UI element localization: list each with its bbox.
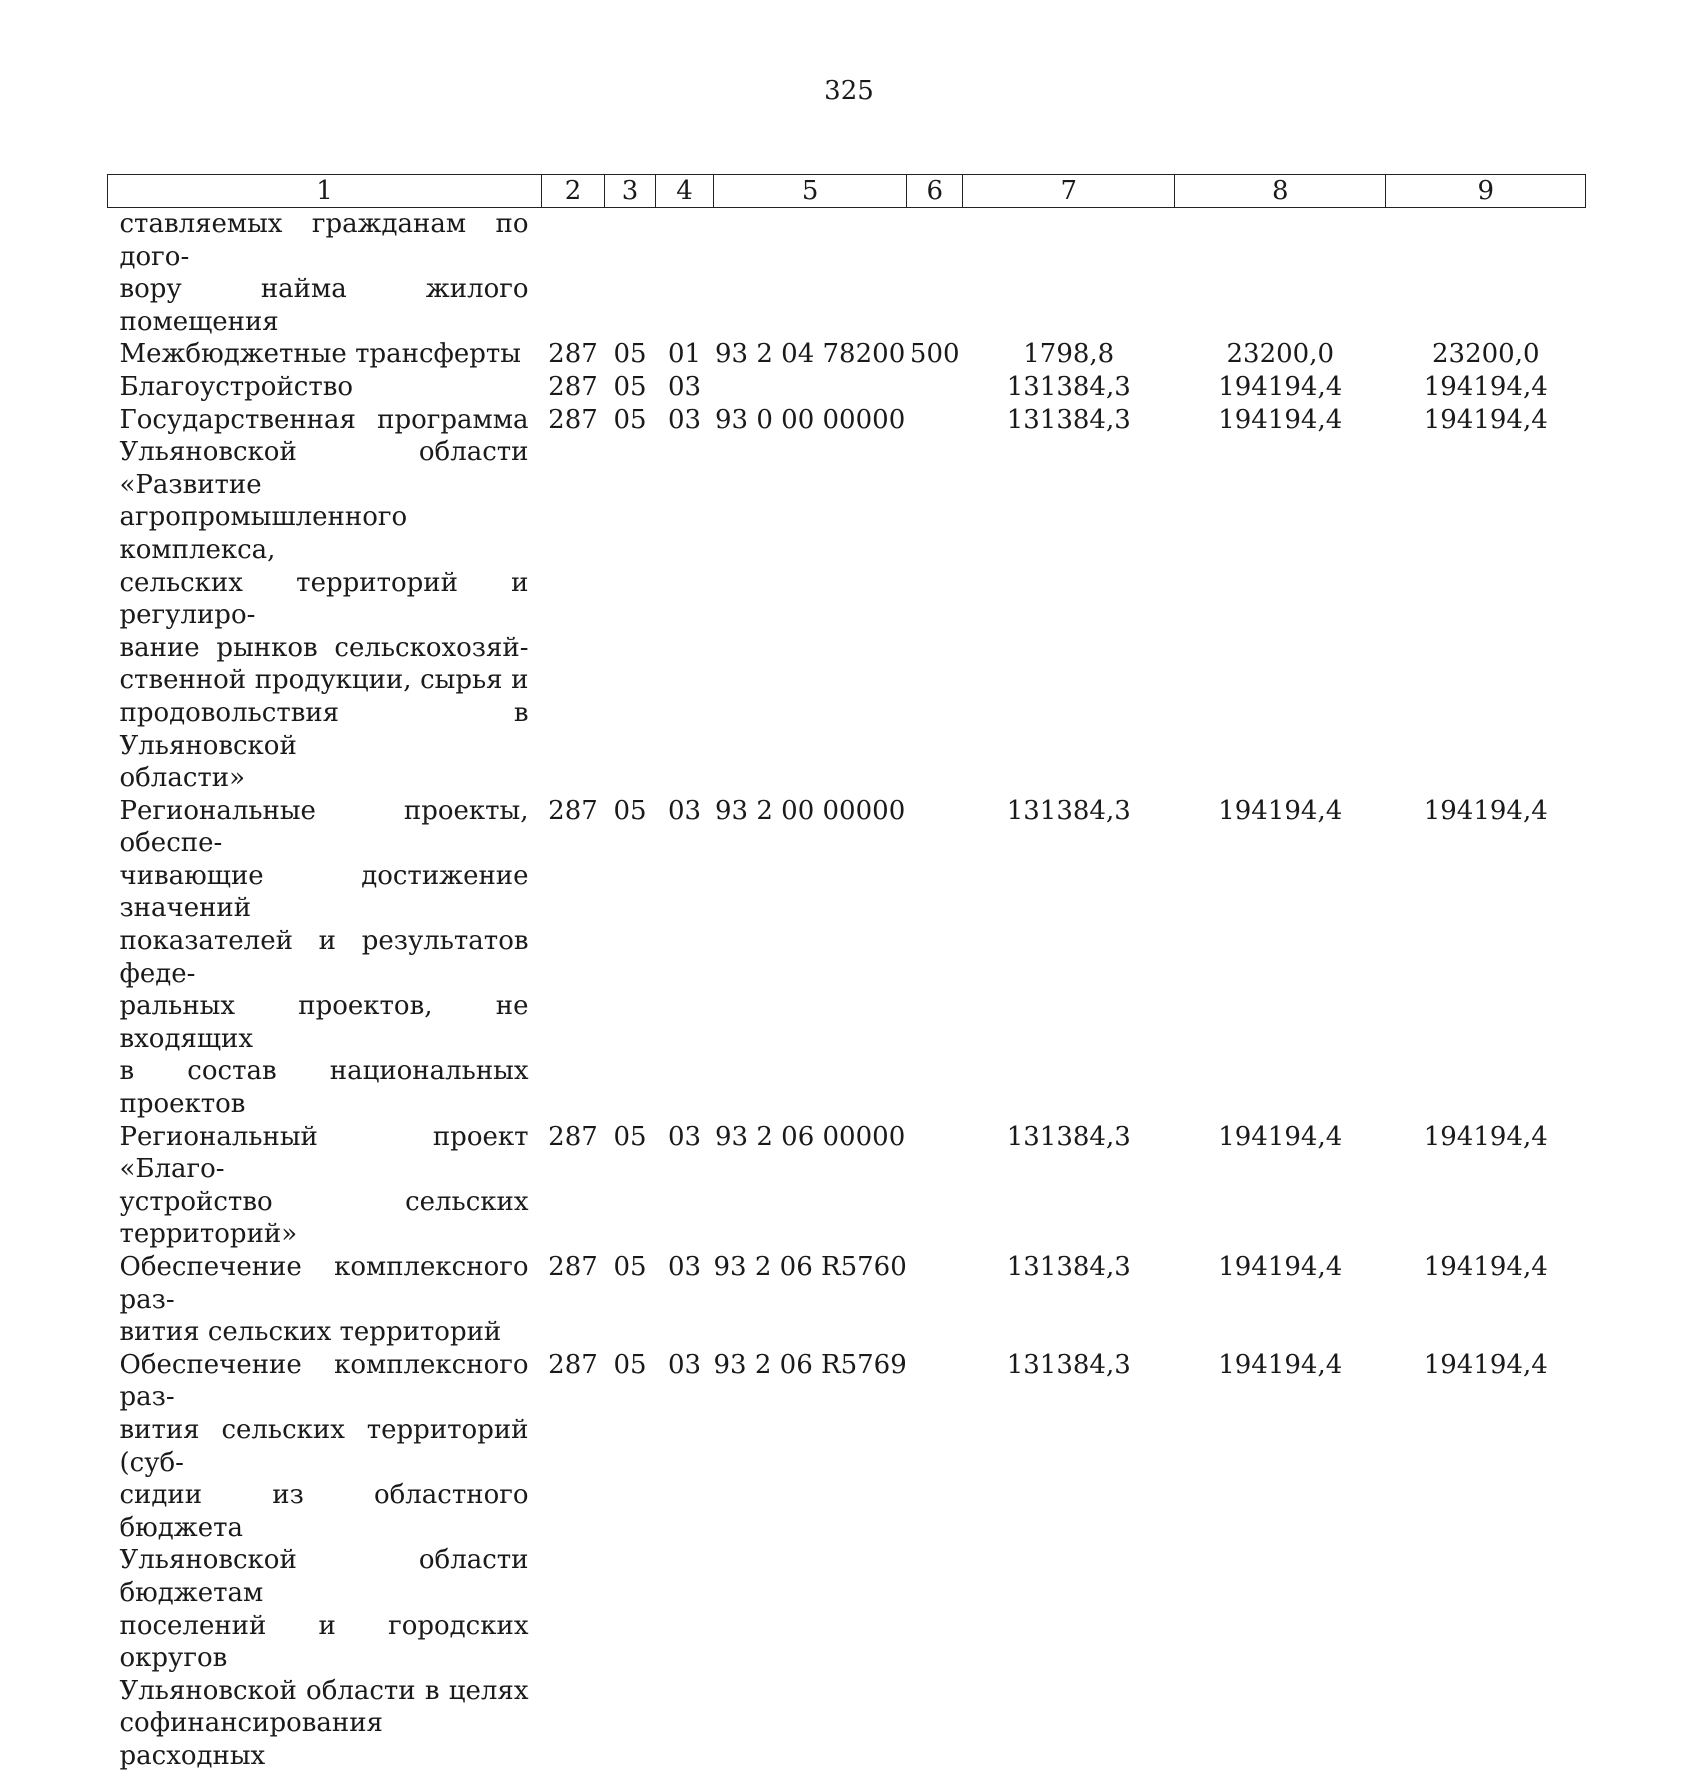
cell-pr: 01 bbox=[667, 339, 702, 370]
cell-item-name bbox=[108, 795, 542, 1121]
item-name-line: вание рынков сельскохозяй- bbox=[119, 632, 529, 663]
cell-csr: 93 0 00 00000 bbox=[715, 404, 906, 435]
table-header bbox=[108, 175, 1586, 208]
cell-rz: 05 bbox=[613, 339, 647, 370]
page-number: 325 bbox=[824, 76, 874, 106]
cell-pr bbox=[656, 208, 714, 339]
cell-pr: 03 bbox=[667, 1252, 702, 1282]
cell-rz: 05 bbox=[613, 1252, 647, 1282]
cell-vr bbox=[907, 371, 963, 404]
cell-rz: 05 bbox=[613, 404, 647, 435]
cell-rz bbox=[605, 208, 656, 339]
item-name-line: Региональные проекты, обеспе- bbox=[119, 795, 529, 859]
item-name-line: продовольствия в Ульяновской bbox=[119, 697, 529, 761]
cell-value-col9: 194194,4 bbox=[1423, 371, 1548, 402]
cell-value-col7: 131384,3 bbox=[1006, 371, 1131, 402]
item-name-line: Обеспечение комплексного раз- bbox=[119, 1252, 529, 1315]
table-row bbox=[108, 1121, 1586, 1251]
cell-value-col8: 23200,0 bbox=[1226, 339, 1335, 370]
cell-value-col7: 131384,3 bbox=[1006, 1121, 1131, 1152]
item-name-line: агропромышленного комплекса, bbox=[119, 502, 408, 565]
cell-csr: 93 2 06 00000 bbox=[715, 1121, 906, 1152]
cell-pr: 03 bbox=[667, 404, 702, 435]
table-body bbox=[108, 208, 1586, 1773]
cell-item-name bbox=[108, 404, 542, 795]
cell-vr bbox=[907, 404, 963, 795]
table-row bbox=[108, 795, 1586, 1121]
cell-csr: 93 2 04 78200 bbox=[715, 339, 906, 370]
cell-value-col7: 131384,3 bbox=[1006, 1252, 1131, 1282]
header-col-6: 6 bbox=[907, 175, 963, 208]
cell-gr: 287 bbox=[548, 1252, 598, 1282]
cell-rz: 05 bbox=[613, 1121, 647, 1152]
item-name-line: поселений и городских округов bbox=[119, 1610, 529, 1674]
item-name-line: Обеспечение комплексного раз- bbox=[119, 1349, 529, 1413]
table-row bbox=[108, 404, 1586, 795]
cell-gr bbox=[542, 208, 605, 339]
cell-item-name bbox=[108, 1251, 542, 1349]
cell-pr: 03 bbox=[667, 1121, 702, 1152]
cell-value-col9: 23200,0 bbox=[1431, 339, 1540, 370]
cell-csr bbox=[714, 371, 907, 404]
cell-vr bbox=[907, 795, 963, 1121]
item-name-line: сидии из областного бюджета bbox=[119, 1480, 529, 1543]
cell-gr: 287 bbox=[548, 371, 598, 402]
item-name-line: сельских территорий и регулиро- bbox=[119, 567, 529, 631]
item-name-line: Ульяновской области в целях bbox=[119, 1675, 529, 1706]
cell-item-name bbox=[108, 1349, 542, 1773]
header-col-3: 3 bbox=[605, 175, 656, 208]
cell-rz: 05 bbox=[613, 371, 647, 402]
cell-gr: 287 bbox=[548, 795, 598, 826]
table-row bbox=[108, 1251, 1586, 1349]
item-name-line: ственной продукции, сырья и bbox=[119, 665, 529, 696]
cell-value-col7: 1798,8 bbox=[1023, 339, 1115, 370]
cell-value-col8: 194194,4 bbox=[1218, 1252, 1343, 1282]
item-name-line: области» bbox=[119, 763, 246, 794]
header-col-7: 7 bbox=[963, 175, 1175, 208]
cell-csr: 93 2 06 R5769 bbox=[713, 1349, 907, 1380]
cell-csr: 93 2 06 R5760 bbox=[713, 1252, 907, 1282]
cell-vr bbox=[907, 1121, 963, 1251]
item-name-line: Благоустройство bbox=[119, 371, 354, 402]
item-name-line: Ульяновской области «Развитие bbox=[119, 437, 529, 500]
item-name-line: Ульяновской области бюджетам bbox=[119, 1545, 529, 1608]
cell-csr bbox=[714, 208, 907, 339]
cell-vr: 500 bbox=[909, 339, 960, 370]
item-name-line: софинансирования расходных bbox=[119, 1708, 383, 1771]
item-name-line: показателей и результатов феде- bbox=[119, 926, 529, 989]
cell-item-name bbox=[108, 208, 542, 339]
cell-pr: 03 bbox=[667, 795, 702, 826]
header-col-2: 2 bbox=[542, 175, 605, 208]
cell-gr: 287 bbox=[548, 404, 598, 435]
table-row bbox=[108, 208, 1586, 339]
cell-value-col7: 131384,3 bbox=[1006, 1349, 1131, 1380]
cell-gr: 287 bbox=[548, 1349, 598, 1380]
cell-item-name bbox=[108, 338, 542, 371]
budget-table bbox=[107, 174, 1586, 1773]
cell-gr: 287 bbox=[548, 339, 598, 370]
cell-value-col7 bbox=[963, 208, 1175, 339]
cell-value-col7: 131384,3 bbox=[1006, 795, 1131, 826]
cell-vr bbox=[907, 208, 963, 339]
cell-vr bbox=[907, 1349, 963, 1773]
item-name-line: вития сельских территорий (суб- bbox=[119, 1414, 529, 1478]
cell-value-col9: 194194,4 bbox=[1423, 1349, 1548, 1380]
cell-value-col9: 194194,4 bbox=[1423, 1252, 1548, 1282]
item-name-line: ральных проектов, не входящих bbox=[119, 991, 529, 1054]
header-col-4: 4 bbox=[656, 175, 714, 208]
item-name-line: вития сельских территорий bbox=[119, 1317, 502, 1348]
item-name-line: Региональный проект «Благо- bbox=[119, 1121, 529, 1185]
item-name-line: устройство сельских территорий» bbox=[119, 1186, 529, 1250]
table-row bbox=[108, 1349, 1586, 1773]
cell-csr: 93 2 00 00000 bbox=[715, 795, 906, 826]
cell-rz: 05 bbox=[613, 1349, 647, 1380]
cell-pr: 03 bbox=[667, 371, 702, 402]
cell-item-name bbox=[108, 1121, 542, 1251]
item-name-line: в состав национальных проектов bbox=[119, 1056, 529, 1120]
cell-value-col8: 194194,4 bbox=[1218, 404, 1343, 435]
cell-rz: 05 bbox=[613, 795, 647, 826]
table-row bbox=[108, 371, 1586, 404]
table-row bbox=[108, 338, 1586, 371]
cell-value-col9: 194194,4 bbox=[1423, 404, 1548, 435]
cell-vr bbox=[907, 1251, 963, 1349]
cell-value-col9: 194194,4 bbox=[1423, 795, 1548, 826]
cell-value-col8: 194194,4 bbox=[1218, 371, 1343, 402]
header-col-8: 8 bbox=[1175, 175, 1386, 208]
header-col-5: 5 bbox=[714, 175, 907, 208]
item-name-line: Межбюджетные трансферты bbox=[119, 339, 521, 370]
cell-value-col9: 194194,4 bbox=[1423, 1121, 1548, 1152]
cell-gr: 287 bbox=[548, 1121, 598, 1152]
cell-item-name bbox=[108, 371, 542, 404]
cell-pr: 03 bbox=[667, 1349, 702, 1380]
cell-value-col8: 194194,4 bbox=[1218, 1349, 1343, 1380]
cell-value-col7: 131384,3 bbox=[1006, 404, 1131, 435]
cell-value-col8: 194194,4 bbox=[1218, 795, 1343, 826]
cell-value-col9 bbox=[1386, 208, 1586, 339]
header-col-1: 1 bbox=[108, 175, 542, 208]
item-name-line: ставляемых гражданам по дого- bbox=[119, 209, 529, 272]
item-name-line: Государственная программа bbox=[119, 404, 529, 435]
header-col-9: 9 bbox=[1386, 175, 1586, 208]
cell-value-col8: 194194,4 bbox=[1218, 1121, 1343, 1152]
item-name-line: чивающие достижение значений bbox=[119, 860, 529, 924]
item-name-line: вору найма жилого помещения bbox=[119, 274, 529, 337]
header-row bbox=[108, 175, 1586, 208]
cell-value-col8 bbox=[1175, 208, 1386, 339]
